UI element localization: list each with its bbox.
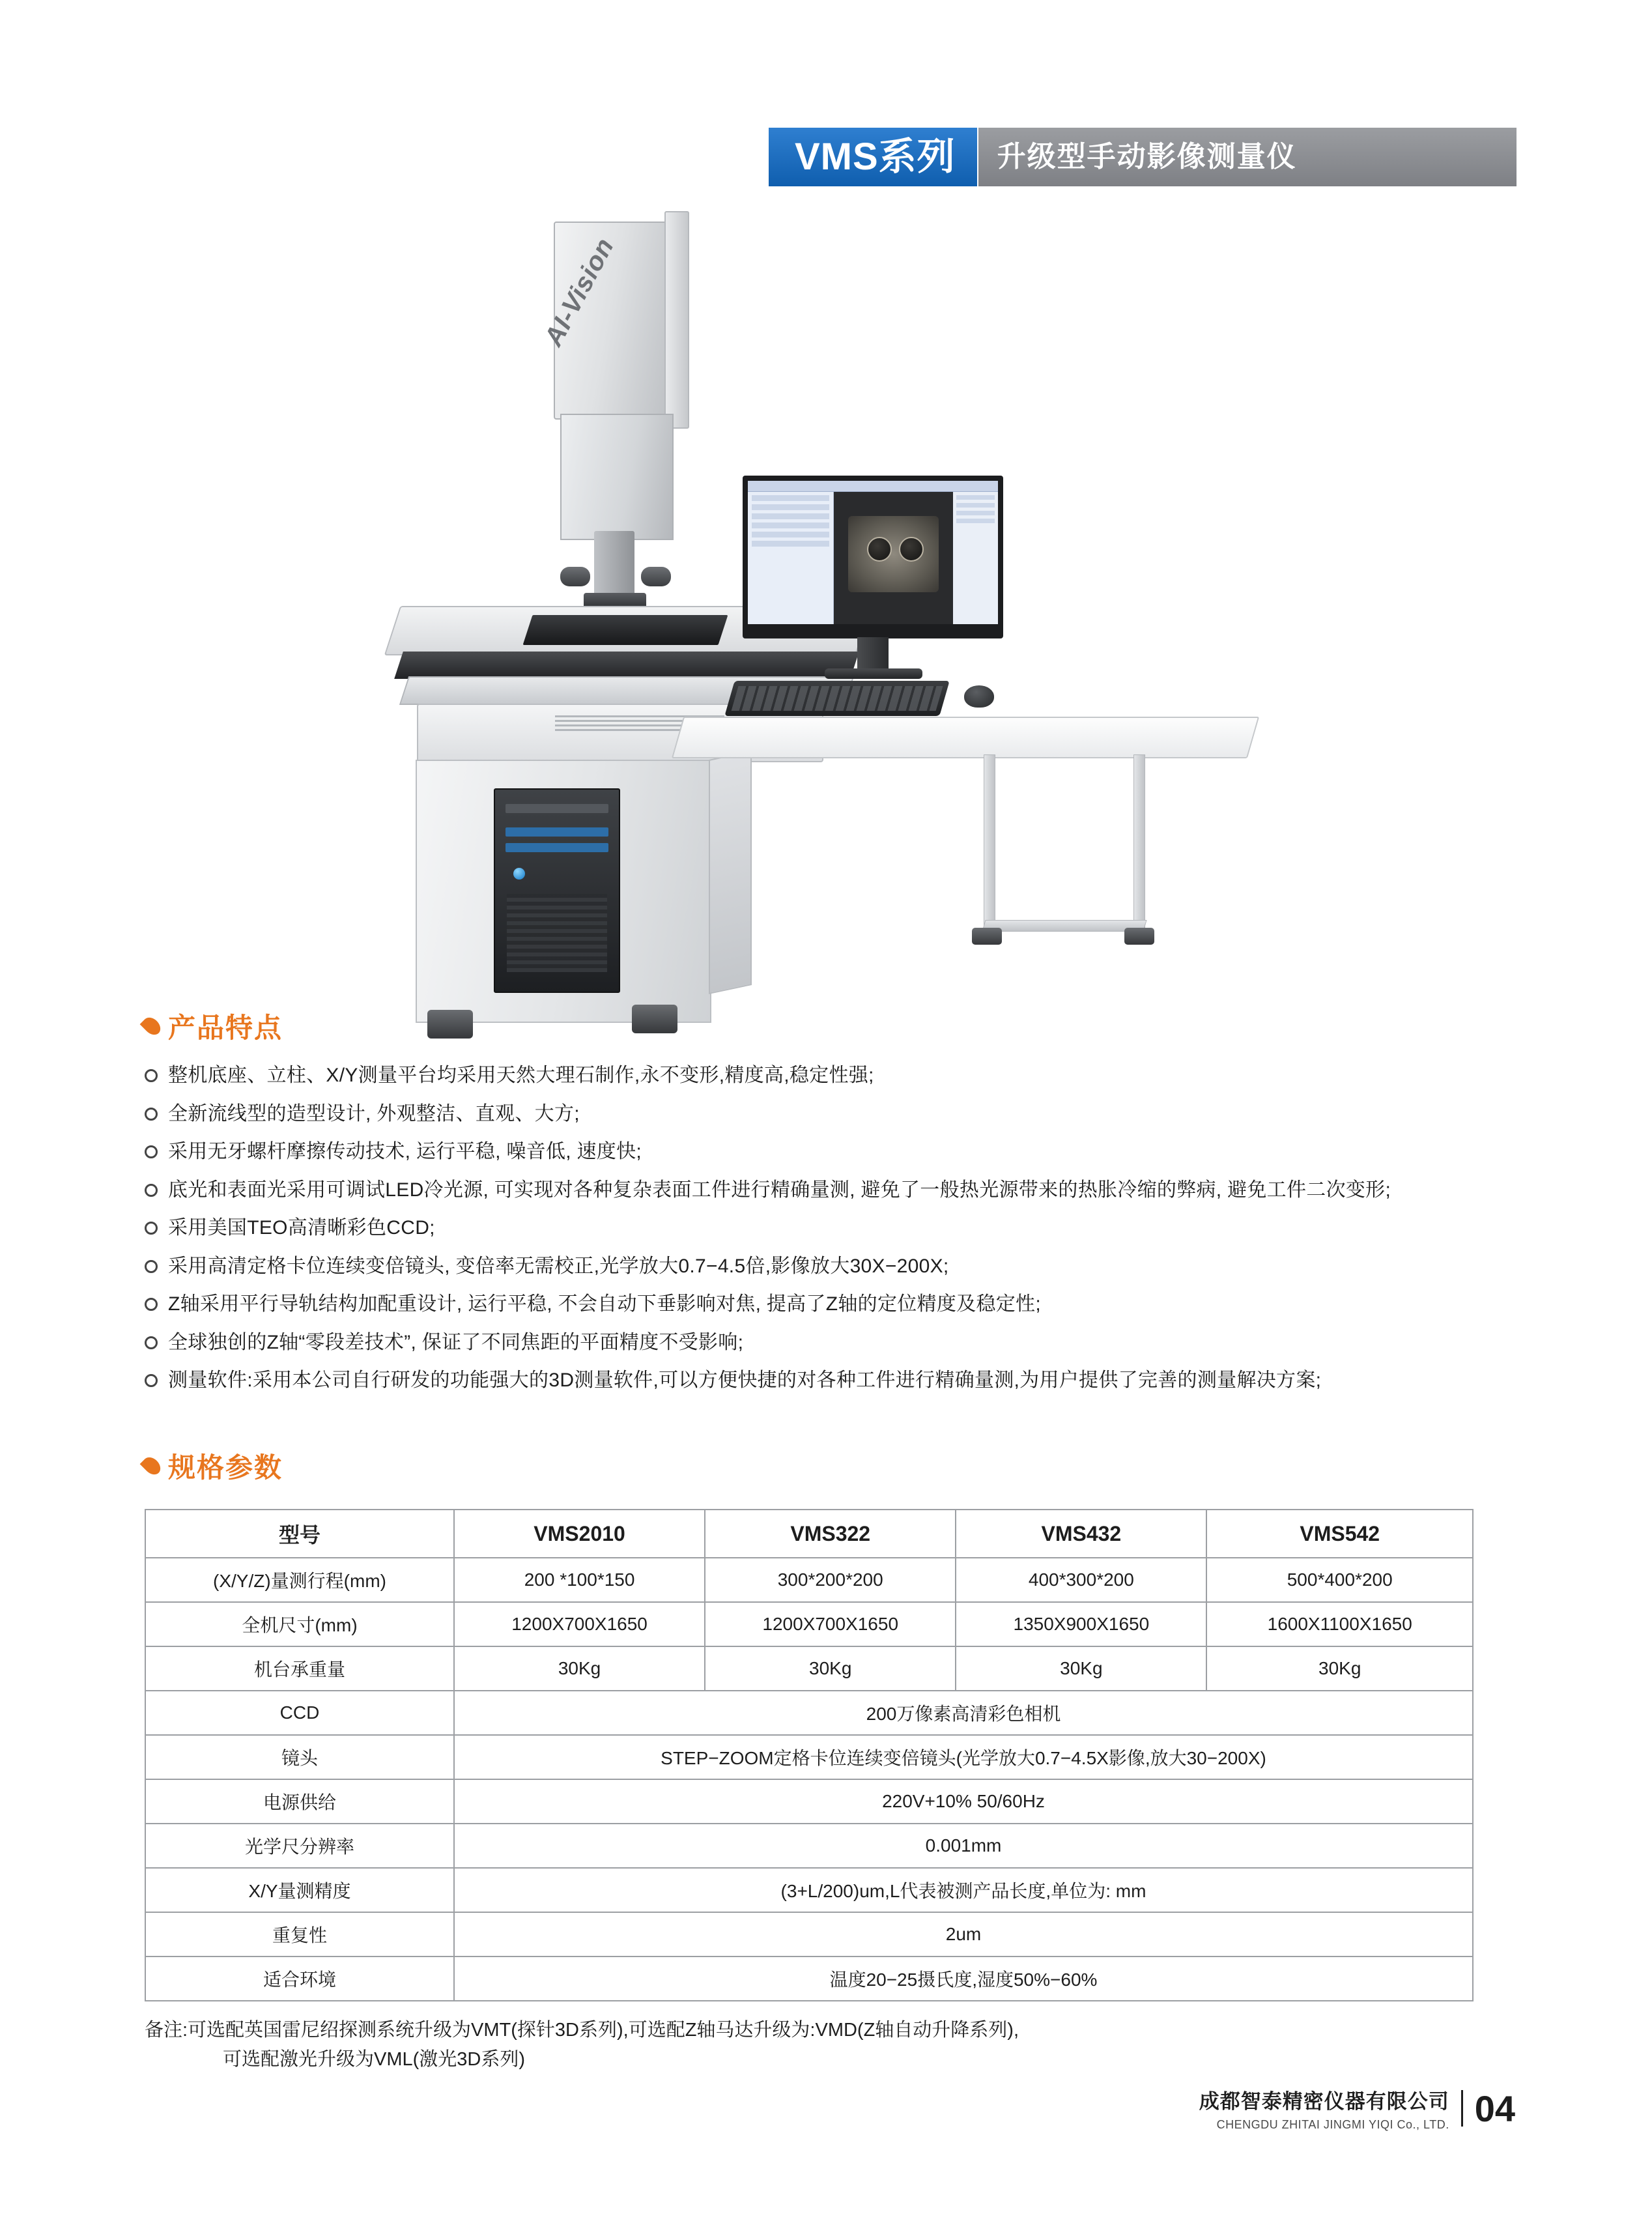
feature-text: 采用无牙螺杆摩擦传动技术, 运行平稳, 噪音低, 速度快; xyxy=(168,1141,642,1162)
software-toolbar xyxy=(748,481,998,492)
feature-text: 全球独创的Z轴“零段差技术”, 保证了不同焦距的平面精度不受影响; xyxy=(168,1331,744,1353)
table-cell: 30Kg xyxy=(1206,1646,1473,1691)
list-item xyxy=(145,1101,1513,1128)
table-cell-merged: 2um xyxy=(454,1912,1473,1956)
features-title: 产品特点 xyxy=(168,1012,283,1043)
table-header-cell: VMS432 xyxy=(956,1510,1206,1558)
table-row xyxy=(145,1646,1473,1691)
table-row xyxy=(145,1912,1473,1956)
table-cell-merged: 200万像素高清彩色相机 xyxy=(454,1691,1473,1735)
list-item xyxy=(145,1254,1513,1280)
header-banner xyxy=(769,128,1517,186)
table-row-label: 适合环境 xyxy=(145,1956,454,2001)
table-header-cell: VMS542 xyxy=(1206,1510,1473,1558)
machine-brand-logo: AI-Vision xyxy=(539,233,620,351)
desk-leg-1 xyxy=(984,754,995,932)
circle-bullet-icon xyxy=(145,1336,158,1349)
machine-stage-mid xyxy=(394,652,859,679)
list-item xyxy=(145,1177,1513,1204)
table-cell-merged: STEP−ZOOM定格卡位连续变倍镜头(光学放大0.7−4.5X影像,放大30−200X) xyxy=(454,1735,1473,1779)
feature-text: 整机底座、立柱、X/Y测量平台均采用天然大理石制作,永不变形,精度高,稳定性强; xyxy=(168,1065,874,1086)
table-header-cell: VMS322 xyxy=(705,1510,956,1558)
circle-bullet-icon xyxy=(145,1298,158,1311)
pc-vent-grille xyxy=(507,894,607,972)
table-cell-merged: 220V+10% 50/60Hz xyxy=(454,1779,1473,1824)
table-cell: 1200X700X1650 xyxy=(454,1602,705,1646)
feature-text: 采用高清定格卡位连续变倍镜头, 变倍率无需校正,光学放大0.7−4.5倍,影像放大30X−200X; xyxy=(168,1255,949,1277)
footer-company xyxy=(1199,2085,1449,2132)
specs-note-line-1: 备注:可选配英国雷尼绍探测系统升级为VMT(探针3D系列),可选配Z轴马达升级为:VMD(Z轴自动升降系列), xyxy=(145,2020,1019,2041)
software-image-view xyxy=(834,492,953,624)
spec-table xyxy=(145,1509,1474,2001)
software-body xyxy=(748,492,998,624)
company-name-cn: 成都智泰精密仪器有限公司 xyxy=(1199,2090,1449,2113)
list-item xyxy=(145,1139,1513,1166)
machine-focus-knob-right xyxy=(641,567,671,586)
machine-column-body xyxy=(560,414,674,540)
workpiece-image xyxy=(848,516,939,593)
circle-bullet-icon xyxy=(145,1184,158,1197)
features-list xyxy=(145,1063,1513,1394)
software-list-row xyxy=(752,523,829,528)
table-row-label: 光学尺分辨率 xyxy=(145,1824,454,1868)
table-row xyxy=(145,1691,1473,1735)
software-left-panel xyxy=(748,492,834,624)
machine-lens xyxy=(594,531,634,603)
features-section xyxy=(145,1007,1513,1406)
software-list-row xyxy=(752,532,829,538)
table-cell: 1350X900X1650 xyxy=(956,1602,1206,1646)
pc-power-led xyxy=(513,868,525,880)
table-row xyxy=(145,1868,1473,1912)
software-right-panel xyxy=(953,492,998,624)
table-row-label: 机台承重量 xyxy=(145,1646,454,1691)
table-cell: 1200X700X1650 xyxy=(705,1602,956,1646)
software-tool-row xyxy=(956,519,995,523)
pc-panel-stripe-1 xyxy=(506,827,608,837)
table-row-label: X/Y量测精度 xyxy=(145,1868,454,1912)
table-header-cell: VMS2010 xyxy=(454,1510,705,1558)
footer-divider xyxy=(1461,2090,1463,2127)
product-photo xyxy=(339,195,1355,971)
table-row xyxy=(145,1602,1473,1646)
specs-note xyxy=(145,2016,1510,2074)
workpiece-hole-1 xyxy=(867,537,892,562)
workstation-desk xyxy=(677,717,1264,977)
table-row-label: 重复性 xyxy=(145,1912,454,1956)
table-row-label: 全机尺寸(mm) xyxy=(145,1602,454,1646)
list-item xyxy=(145,1368,1513,1394)
table-cell: 1600X1100X1650 xyxy=(1206,1602,1473,1646)
page-number: 04 xyxy=(1474,2087,1515,2129)
keyboard-keys xyxy=(732,686,943,711)
software-list-row xyxy=(752,513,829,519)
desk-crossbar xyxy=(982,920,1146,932)
table-cell-merged: 温度20−25摄氏度,湿度50%−60% xyxy=(454,1956,1473,2001)
monitor-stand-base xyxy=(825,668,922,679)
feature-text: 全新流线型的造型设计, 外观整洁、直观、大方; xyxy=(168,1102,580,1125)
list-item xyxy=(145,1063,1513,1089)
mouse xyxy=(964,685,994,708)
desktop-computer-tower xyxy=(494,788,620,993)
desk-foot-2 xyxy=(1124,928,1154,945)
company-name-en: CHENGDU ZHITAI JINGMI YIQI Co., LTD. xyxy=(1216,2118,1449,2131)
feature-text: 底光和表面光采用可调试LED冷光源, 可实现对各种复杂表面工件进行精确量测, 避免了一般热光源带来的热胀冷缩的弊病, 避免工件二次变形; xyxy=(168,1179,1391,1201)
pc-drive-bay xyxy=(506,804,608,813)
specs-note-line-2: 可选配激光升级为VML(激光3D系列) xyxy=(223,2048,526,2070)
monitor-stand-neck xyxy=(857,637,889,671)
banner-series-block xyxy=(769,128,978,186)
machine-stage-glass xyxy=(523,615,728,645)
table-row xyxy=(145,1956,1473,2001)
machine-focus-knob-left xyxy=(560,567,590,586)
specs-title: 规格参数 xyxy=(168,1452,283,1483)
table-row-label: CCD xyxy=(145,1691,454,1735)
desk-leg-2 xyxy=(1133,754,1145,932)
table-cell: 200 *100*150 xyxy=(454,1558,705,1602)
list-item xyxy=(145,1330,1513,1356)
software-tool-row xyxy=(956,495,995,500)
table-row xyxy=(145,1824,1473,1868)
table-cell: 500*400*200 xyxy=(1206,1558,1473,1602)
table-cell: 30Kg xyxy=(705,1646,956,1691)
machine-head xyxy=(539,222,680,420)
monitor-screen xyxy=(748,481,998,624)
circle-bullet-icon xyxy=(145,1260,158,1273)
circle-bullet-icon xyxy=(145,1145,158,1158)
circle-bullet-icon xyxy=(145,1222,158,1235)
desk-surface xyxy=(672,717,1259,758)
list-item xyxy=(145,1215,1513,1242)
table-header-cell: 型号 xyxy=(145,1510,454,1558)
circle-bullet-icon xyxy=(145,1108,158,1121)
table-row xyxy=(145,1779,1473,1824)
table-row-label: 电源供给 xyxy=(145,1779,454,1824)
banner-subtitle-text: 升级型手动影像测量仪 xyxy=(997,141,1297,173)
table-cell: 30Kg xyxy=(956,1646,1206,1691)
table-cell: 300*200*200 xyxy=(705,1558,956,1602)
droplet-icon xyxy=(140,1454,164,1478)
table-cell-merged: 0.001mm xyxy=(454,1824,1473,1868)
software-list-row xyxy=(752,495,829,501)
pc-panel-stripe-2 xyxy=(506,843,608,852)
circle-bullet-icon xyxy=(145,1374,158,1387)
table-row xyxy=(145,1558,1473,1602)
feature-text: 采用美国TEO高清晰彩色CCD; xyxy=(168,1217,435,1239)
table-row xyxy=(145,1735,1473,1779)
banner-series-text: VMS系列 xyxy=(795,136,956,178)
features-heading xyxy=(145,1007,1513,1046)
table-row-label: (X/Y/Z)量测行程(mm) xyxy=(145,1558,454,1602)
feature-text: Z轴采用平行导轨结构加配重设计, 运行平稳, 不会自动下垂影响对焦, 提高了Z轴的定位精度及稳定性; xyxy=(168,1293,1041,1315)
table-cell: 30Kg xyxy=(454,1646,705,1691)
circle-bullet-icon xyxy=(145,1069,158,1082)
droplet-icon xyxy=(140,1014,164,1039)
table-cell: 400*300*200 xyxy=(956,1558,1206,1602)
banner-subtitle-block xyxy=(978,128,1517,186)
table-header-row xyxy=(145,1510,1473,1558)
software-list-row xyxy=(752,504,829,510)
software-list-row xyxy=(752,541,829,547)
table-row-label: 镜头 xyxy=(145,1735,454,1779)
desk-foot-1 xyxy=(972,928,1002,945)
table-cell-merged: (3+L/200)um,L代表被测产品长度,单位为: mm xyxy=(454,1868,1473,1912)
software-tool-row xyxy=(956,511,995,515)
specs-section xyxy=(145,1446,1510,2074)
keyboard xyxy=(724,681,949,716)
footer xyxy=(1199,2085,1515,2132)
monitor xyxy=(743,476,1003,638)
specs-heading xyxy=(145,1446,1510,1485)
feature-text: 测量软件:采用本公司自行研发的功能强大的3D测量软件,可以方便快捷的对各种工件进行精确量测,为用户提供了完善的测量解决方案; xyxy=(168,1369,1322,1391)
list-item xyxy=(145,1291,1513,1318)
software-tool-row xyxy=(956,503,995,508)
machine-z-axis-rail xyxy=(664,211,689,429)
